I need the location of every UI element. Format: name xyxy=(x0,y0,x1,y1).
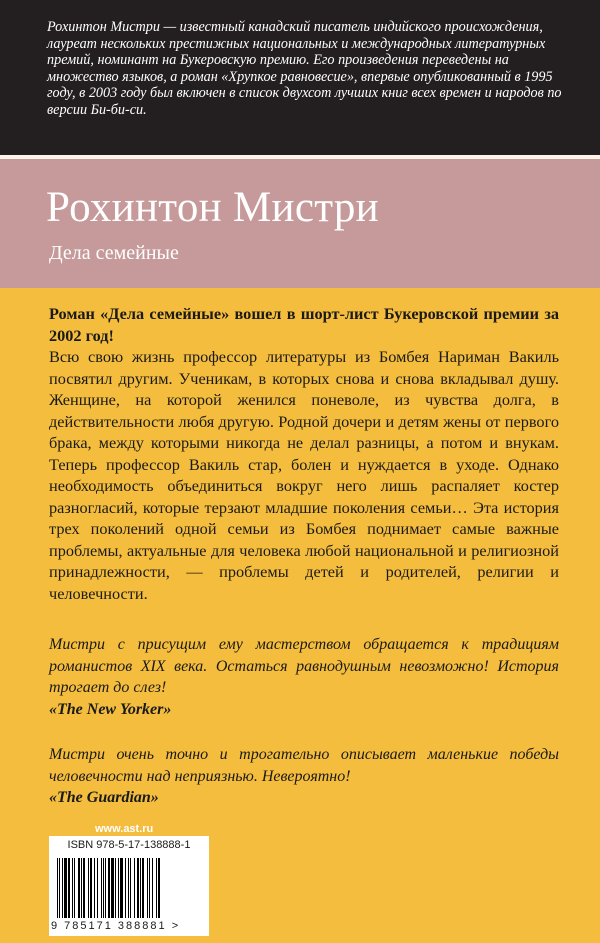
barcode-bar xyxy=(125,858,126,918)
barcode-digits: 9 785171 388881 > xyxy=(51,920,181,932)
barcode-bar xyxy=(72,858,73,918)
barcode-bar xyxy=(62,858,63,918)
author-name: Рохинтон Мистри xyxy=(46,184,379,231)
barcode-bar xyxy=(108,858,110,918)
barcode-bar xyxy=(134,858,135,918)
barcode-bar xyxy=(81,858,82,918)
isbn-label: ISBN 978-5-17-138888-1 xyxy=(67,839,191,851)
barcode-image xyxy=(55,858,203,920)
barcode-bar xyxy=(90,858,92,918)
author-bio-section xyxy=(0,0,600,155)
barcode-bar xyxy=(156,858,157,918)
barcode-bar xyxy=(158,858,160,918)
barcode-bar xyxy=(68,858,70,918)
title-band xyxy=(0,155,600,288)
barcode-bar xyxy=(74,858,75,918)
barcode-bar xyxy=(120,858,123,918)
barcode-bar xyxy=(111,858,114,918)
barcode-bar xyxy=(88,858,89,918)
barcode-bar xyxy=(97,858,98,918)
review-quote xyxy=(49,634,559,720)
barcode-bar xyxy=(137,858,139,918)
book-title: Дела семейные xyxy=(49,242,179,264)
barcode-bar xyxy=(64,858,67,918)
barcode-bar xyxy=(101,858,102,918)
barcode-bar xyxy=(142,858,144,918)
barcode-bar xyxy=(128,858,129,918)
review-source: «The New Yorker» xyxy=(49,700,172,718)
barcode-block xyxy=(49,836,209,936)
barcode-bar xyxy=(94,858,95,918)
annotation xyxy=(49,303,559,604)
author-bio-text: Рохинтон Мистри — известный канадский писатель индийского происхождения, лауреат нескольких престижных национальных и международных литературных премий, номинант на Букеровскую премию. Его произведения переведены на множество языков, а роман «Хрупкое равновесие», впервые опубликованный в 1995 году, в 2003 году был включен в список двухсот лучших книг всех времен и народов по версии Би-би-си. xyxy=(47,19,562,118)
barcode-bar xyxy=(140,858,141,918)
barcode-bar xyxy=(118,858,119,918)
review-source: «The Guardian» xyxy=(49,789,159,806)
description-text: Всю свою жизнь профессор литературы из Бомбея Нариман Вакиль посвятил другим. Ученикам, в которых снова и снова вкладывал душу. Женщине, на которой женился поневоле, из чувства долга, в действительности любя другую. Родной дочери и детям жены от первого брака, между которыми никогда не делал разницы, а потом и внукам. Теперь профессор Вакиль стар, болен и нуждается в уходе. Однако необходимость объединиться вокруг него лишь распаляет костер разногласий, которые терзают младшие поколения семьи… Эта история трех поколений одной семьи из Бомбея поднимает самые важные проблемы, актуальные для человека любой национальной и религиозной принадлежности, — проблемы детей и родителей, религии и человечности. xyxy=(49,347,559,603)
publisher-website: www.ast.ru xyxy=(95,823,154,835)
barcode-bar xyxy=(147,858,148,918)
review-quote xyxy=(49,744,559,809)
barcode-bar xyxy=(115,858,116,918)
review-text: Мистри очень точно и трогательно описывает маленькие победы человечности над неприязнью. Невероятно! xyxy=(49,746,559,785)
barcode-bar xyxy=(149,858,150,918)
review-text: Мистри с присущим ему мастерством обращается к традициям романистов XIX века. Остаться равнодушным невозможно! История трогает до слез! xyxy=(49,636,559,696)
barcode-bar xyxy=(83,858,85,918)
lead-text: Роман «Дела семейные» вошел в шорт-лист Букеровской премии за 2002 год! xyxy=(49,304,559,345)
barcode-bar xyxy=(57,858,58,918)
barcode-bar xyxy=(78,858,80,918)
barcode-bar xyxy=(59,858,60,918)
barcode-bar xyxy=(130,858,131,918)
barcode-bar xyxy=(103,858,104,918)
barcode-bar xyxy=(105,858,106,918)
barcode-bar xyxy=(152,858,153,918)
